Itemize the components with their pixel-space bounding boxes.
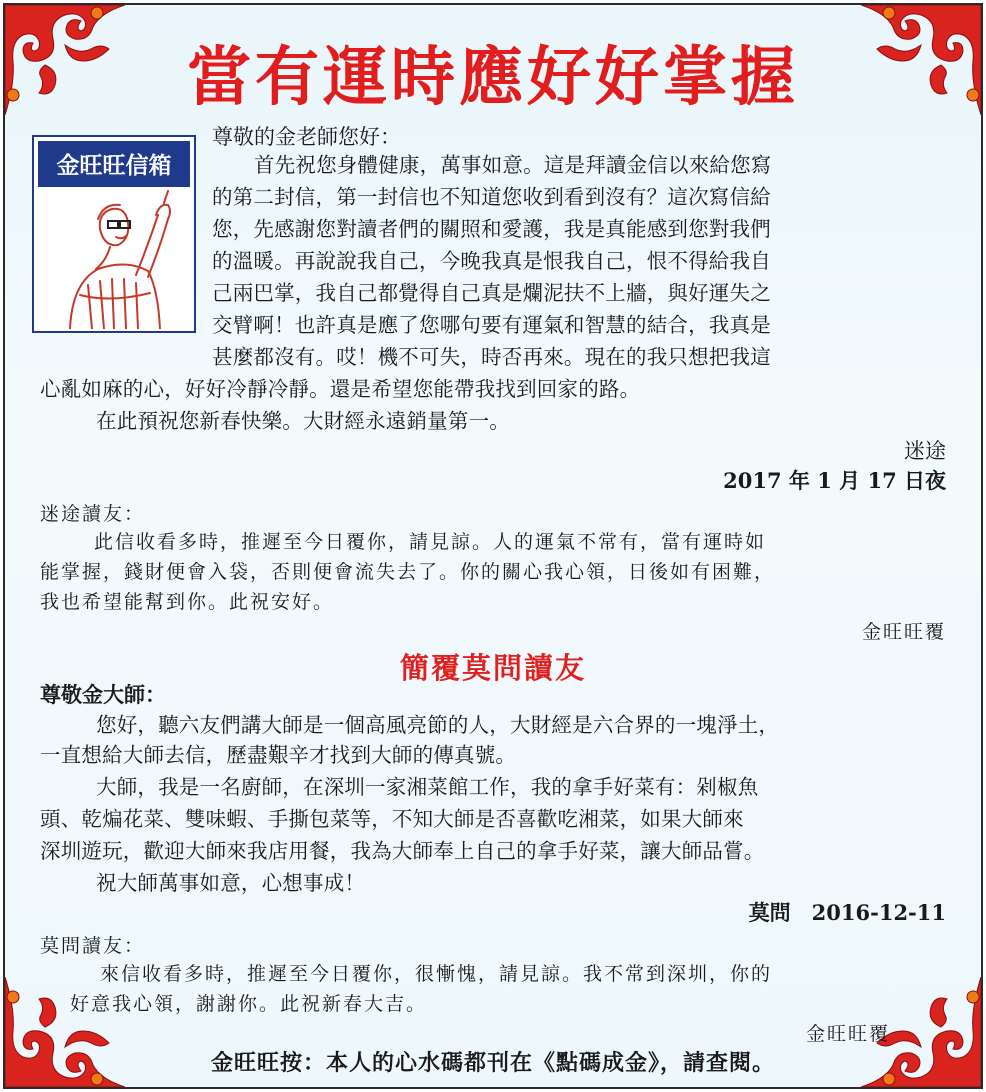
letter2-line: 祝大師萬事如意，心想事成！ bbox=[96, 871, 366, 895]
badge-title: 金旺旺信箱 bbox=[38, 141, 190, 187]
letter1-line: 您，先感謝您對讀者們的關照和愛護，我是真能感到您對我們 bbox=[212, 217, 771, 241]
letter1-salutation: 尊敬的金老師您好： bbox=[212, 125, 401, 149]
letter1-line: 的第二封信，第一封信也不知道您收到看到沒有？這次寫信給 bbox=[212, 185, 771, 209]
headline: 當有運時應好好掌握 bbox=[187, 40, 799, 115]
letter1-line: 的溫暖。再說說我自己，今晚我真是恨我自己，恨不得給我自 bbox=[212, 249, 771, 273]
reply2-line: 來信收看多時，推遲至今日覆你，很慚愧，請見諒。我不常到深圳，你的 bbox=[100, 963, 773, 985]
letter1-line: 交臂啊！也許真是應了您哪句要有運氣和智慧的結合，我真是 bbox=[212, 313, 771, 337]
letter2-signature: 莫問 2016-12-11 bbox=[748, 900, 946, 925]
reply1-line: 能掌握，錢財便會入袋，否則便會流失去了。你的關心我心領，日後如有困難， bbox=[40, 561, 776, 583]
letter2-line: 大師，我是一名廚師，在深圳一家湘菜館工作，我的拿手好菜有：剁椒魚 bbox=[96, 775, 759, 799]
letter2-line: 您好，聽六友們講大師是一個高風亮節的人，大財經是六合界的一塊淨土， bbox=[96, 713, 780, 737]
letter2-salutation: 尊敬金大師： bbox=[40, 682, 166, 707]
letter1-line: 首先祝您身體健康，萬事如意。這是拜讀金信以來給您寫 bbox=[254, 153, 772, 177]
reply2-signature: 金旺旺覆 bbox=[805, 1023, 890, 1045]
reply2-salutation: 莫問讀友： bbox=[40, 935, 146, 957]
reply1-salutation: 迷途讀友： bbox=[40, 503, 146, 525]
reply2-line: 好意我心領，謝謝你。此祝新春大吉。 bbox=[70, 993, 428, 1015]
cartoon-man-pointing-icon bbox=[40, 185, 190, 329]
letter2-line: 深圳遊玩，歡迎大師來我店用餐，我為大師奉上自己的拿手好菜，讓大師品嘗。 bbox=[40, 839, 765, 863]
letter1-signature: 迷途 bbox=[904, 439, 946, 463]
letter1-closing: 在此預祝您新春快樂。大財經永遠銷量第一。 bbox=[96, 409, 510, 433]
reply1-line: 我也希望能幫到你。此祝安好。 bbox=[40, 591, 335, 613]
footer-note: 金旺旺按：本人的心水碼都刊在《點碼成金》，請查閱。 bbox=[210, 1051, 775, 1076]
mailbox-badge bbox=[32, 135, 196, 333]
letter1-date: 2017 年 1 月 17 日夜 bbox=[723, 468, 946, 493]
letter1-line: 己兩巴掌，我自己都覺得自己真是爛泥扶不上牆，與好運失之 bbox=[212, 281, 771, 305]
reply1-line: 此信收看多時，推遲至今日覆你，請見諒。人的運氣不常有，當有運時如 bbox=[94, 531, 767, 553]
letter2-line: 一直想給大師去信，歷盡艱辛才找到大師的傳真號。 bbox=[40, 743, 517, 767]
letter1-line: 甚麼都沒有。哎！機不可失，時否再來。現在的我只想把我這 bbox=[212, 345, 771, 369]
letter1-line: 心亂如麻的心，好好冷靜冷靜。還是希望您能帶我找到回家的路。 bbox=[40, 377, 641, 401]
section-subhead: 簡覆莫問讀友 bbox=[399, 651, 586, 685]
letter2-line: 頭、乾煸花菜、雙味蝦、手撕包菜等，不知大師是否喜歡吃湘菜，如果大師來 bbox=[40, 807, 744, 831]
reply1-signature: 金旺旺覆 bbox=[861, 621, 946, 643]
